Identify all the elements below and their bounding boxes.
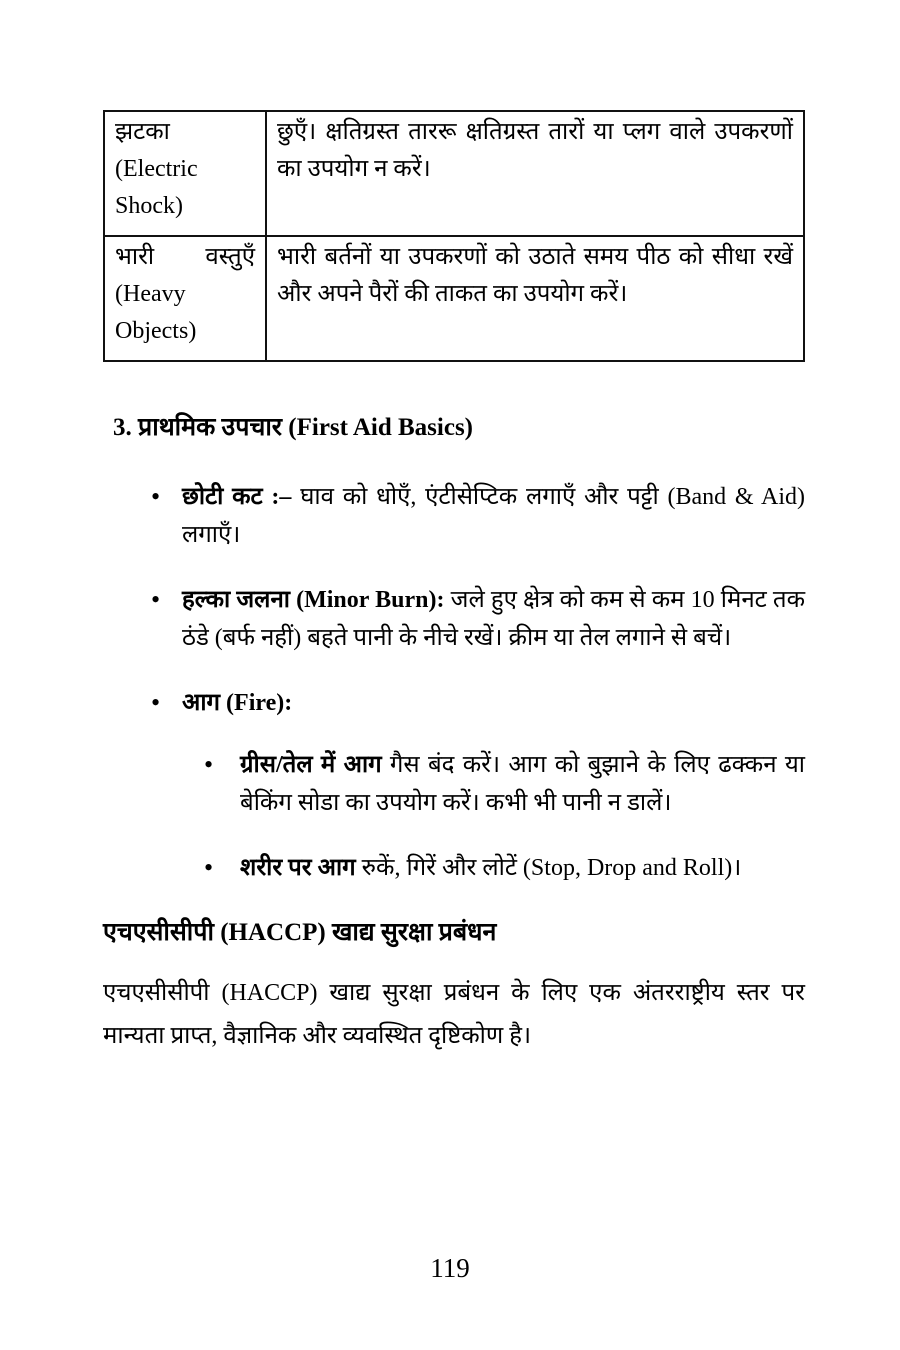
hazard-term-cell: झटका (Electric Shock) <box>104 111 266 236</box>
table-row <box>104 111 804 236</box>
bullet-text: घाव को धोएँ, एंटीसेप्टिक लगाएँ और पट्टी (Band & Aid) लगाएँ। <box>182 484 806 548</box>
table-row <box>104 236 804 361</box>
bullet-text: जले हुए क्षेत्र को कम से कम 10 मिनट तक ठंडे (बर्फ नहीं) बहते पानी के नीचे रखें। क्रीम या तेल लगाने से बचें। <box>182 587 806 651</box>
hazard-term-cell: भारी वस्तुएँ (Heavy Objects) <box>104 236 266 361</box>
first-aid-bullet-list <box>103 478 805 887</box>
section-heading-first-aid <box>113 408 805 448</box>
haccp-heading: एचएसीसीपी (HACCP) खाद्य सुरक्षा प्रबंधन <box>103 919 497 946</box>
safety-hazards-table <box>103 110 805 362</box>
bullet-lead: हल्का जलना (Minor Burn): <box>182 587 445 613</box>
bullet-lead: शरीर पर आग <box>240 855 356 881</box>
section-number: 3. <box>113 414 132 441</box>
haccp-paragraph: एचएसीसीपी (HACCP) खाद्य सुरक्षा प्रबंधन के लिए एक अंतरराष्ट्रीय स्तर पर मान्यता प्राप्त, वैज्ञानिक और व्यवस्थित दृष्टिकोण है। <box>103 980 805 1049</box>
list-item-minor-burn <box>103 581 805 657</box>
fire-sub-bullet-list <box>103 746 805 887</box>
bullet-lead: ग्रीस/तेल में आग <box>240 752 382 778</box>
list-item-grease-fire <box>103 746 805 822</box>
bullet-text: रुकें, गिरें और लोटें (Stop, Drop and Roll)। <box>361 855 742 881</box>
section-title: प्राथमिक उपचार (First Aid Basics) <box>138 414 473 441</box>
page-number: 119 <box>430 1253 470 1283</box>
list-item-fire <box>103 684 805 887</box>
page-content <box>103 110 805 1058</box>
bullet-text: गैस बंद करें। आग को बुझाने के लिए ढक्कन या बेकिंग सोडा का उपयोग करें। कभी भी पानी न डालें। <box>240 752 805 816</box>
list-item-body-fire <box>103 849 805 887</box>
list-item-minor-cut <box>103 478 805 554</box>
hazard-description-cell: भारी बर्तनों या उपकरणों को उठाते समय पीठ को सीधा रखें और अपने पैरों की ताकत का उपयोग करें। <box>266 236 804 361</box>
bullet-lead: आग (Fire): <box>182 690 293 716</box>
bullet-lead: छोटी कट :– <box>182 484 292 510</box>
hazard-description-cell: छुएँ। क्षतिग्रस्त ताररू क्षतिग्रस्त तारों या प्लग वाले उपकरणों का उपयोग न करें। <box>266 111 804 236</box>
